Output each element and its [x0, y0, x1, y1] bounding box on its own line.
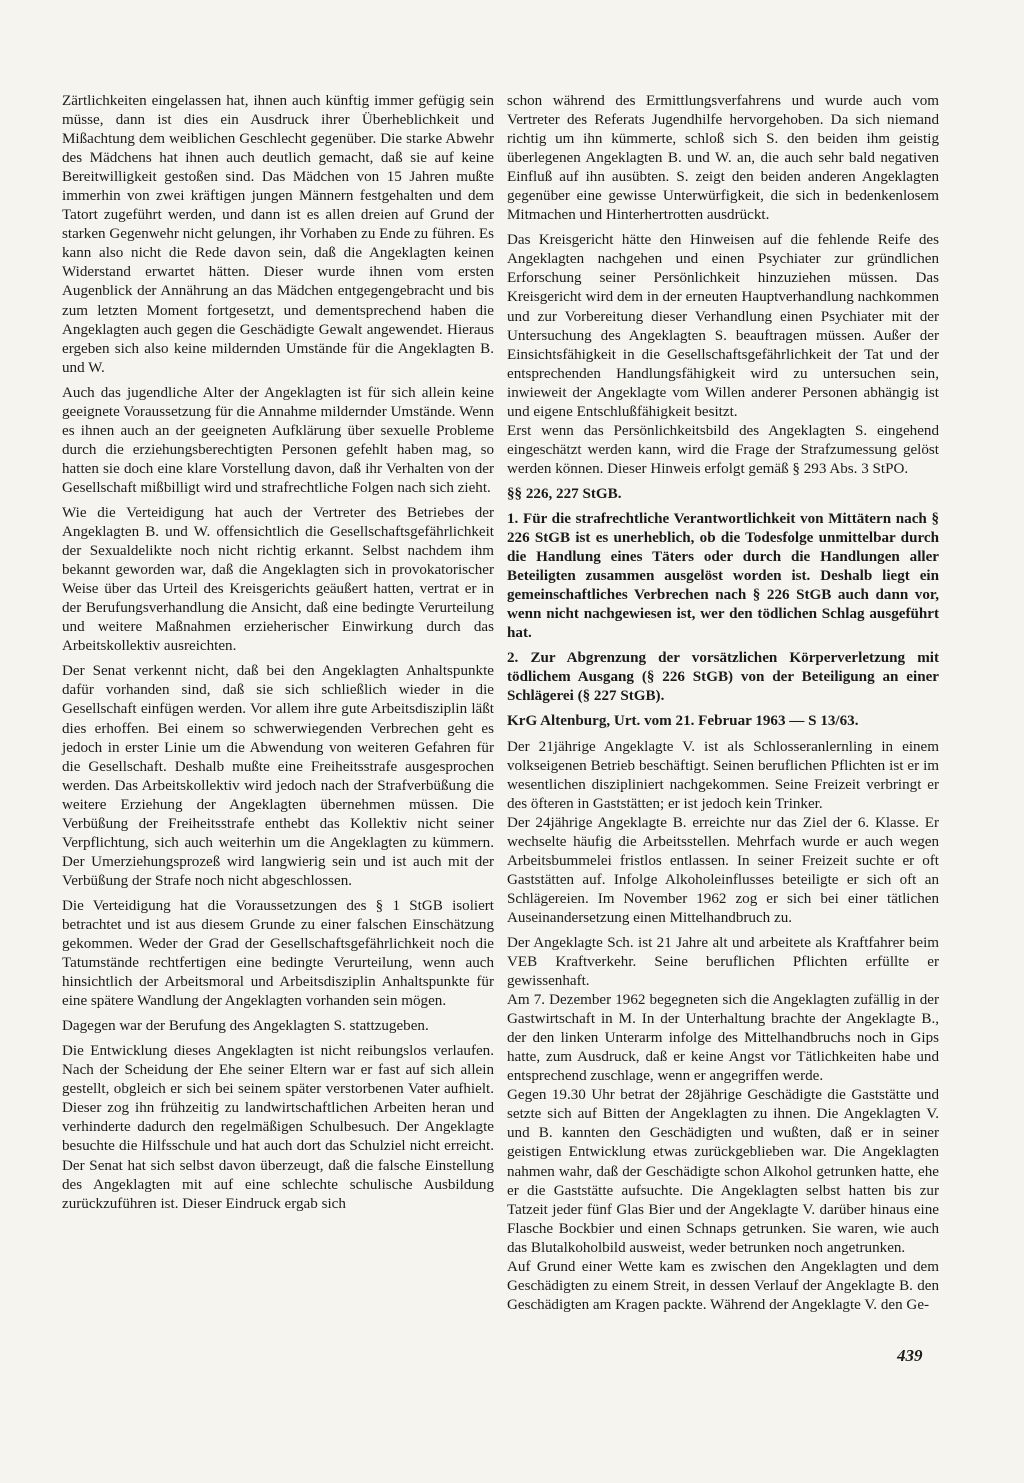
paragraph: Am 7. Dezember 1962 begegneten sich die Angeklagten zufällig in der Gastwirtschaft in M. In der Unterhaltung brachte der Angeklagte B., der den linken Unterarm infolge des Mittelhandbruchs noch in Gips hatte, zum Ausdruck, daß er keine Angst vor Tätlichkeiten habe und entsprechend zuschlage, wenn er angegriffen werde.: [507, 992, 939, 1085]
paragraph: Der Angeklagte Sch. ist 21 Jahre alt und arbeitete als Kraftfahrer beim VEB Kraftverkehr. Seine beruflichen Pflichten erfüllte er gewissenhaft.: [507, 934, 939, 990]
paragraph: Der Senat verkennt nicht, daß bei den Angeklagten Anhaltspunkte dafür vorhanden sind, daß sie sich schließlich wieder in die Gesellschaft einfügen werden. Vor allem ihre gute Arbeitsdisziplin läßt dies erhoffen. Bei einem so schwerwiegenden Verbrechen geht es jedoch in erster Linie um die Abwendung von weiteren Gefahren für die Gesellschaft. Deshalb mußte eine Freiheitsstrafe ausgesprochen werden. Das Arbeitskollektiv wird jedoch nach der Strafverbüßung die weitere Erziehung der Angeklagten übernehmen müssen. Die Verbüßung der Freiheitsstrafe enthebt das Kollektiv nicht seiner Verpflichtung, sich auch weiterhin um die Angeklagten zu kümmern. Der Umerziehungsprozeß wird langwierig sein und ist auch mit der Verbüßung der Strafe noch nicht abgeschlossen.: [62, 663, 494, 889]
paragraph: Der 24jährige Angeklagte B. erreichte nur das Ziel der 6. Klasse. Er wechselte häufig die Arbeitsstellen. Mehrfach wurde er auch wegen Arbeitsbummelei fristlos entlassen. In seiner Freizeit suchte er oft Gaststätten auf. Infolge Alkoholeinflusses beteiligte er sich oft an Schlägereien. Im November 1962 zog er sich bei einer tätlichen Auseinandersetzung einen Mittelhandbruch zu.: [507, 814, 939, 926]
headnote-1: 1. Für die strafrechtliche Verantwortlichkeit von Mittätern nach § 226 StGB ist es unerheblich, ob die Todesfolge unmittelbar durch die Handlung eines Täters oder durch die Handlungen aller Beteiligten zusammen ausgelöst worden ist. Deshalb liegt ein gemeinschaftliches Verbrechen nach § 226 StGB auch dann vor, wenn nicht nachgewiesen ist, wer den tödlichen Schlag ausgeführt hat.: [507, 510, 939, 642]
paragraph: Das Kreisgericht hätte den Hinweisen auf die fehlende Reife des Angeklagten nachgehen und einen Psychiater zur gründlichen Erforschung seiner Persönlichkeit hinzuziehen müssen. Das Kreisgericht wird dem in der erneuten Hauptverhandlung nachkommen und zur Vorbereitung dieser Verhandlung einen Psychiater mit der Untersuchung des Angeklagten S. beauftragen müssen. Außer der Einsichtsfähigkeit in die Gesellschaftsgefährlichkeit der Tat und der entsprechenden Handlungsfähigkeit wird zu untersuchen sein, inwieweit der Angeklagte vom Willen anderer Personen abhängig ist und eigene Entschlußfähigkeit besitzt.: [507, 232, 939, 420]
court-citation: KrG Altenburg, Urt. vom 21. Februar 1963 — S 13/63.: [507, 713, 859, 730]
paragraph: Die Entwicklung dieses Angeklagten ist nicht reibungslos verlaufen. Nach der Scheidung der Ehe seiner Eltern war er fast auf sich allein gestellt, obgleich er sich bei seinem später verstorbenen Vater aufhielt. Dieser zog ihn frühzeitig zu landwirtschaftlichen Arbeiten heran und verhinderte dadurch den regelmäßigen Schulbesuch. Der Angeklagte besuchte die Hilfsschule und hat auch dort das Schulziel nicht erreicht. Der Senat hat sich selbst davon überzeugt, daß die falsche Einstellung des Angeklagten mit auf eine schlechte schulische Ausbildung zurückzuführen ist. Dieser Eindruck ergab sich: [62, 1043, 494, 1212]
law-heading: §§ 226, 227 StGB.: [507, 485, 622, 502]
page-number: 439: [897, 1346, 923, 1365]
right-column: [507, 92, 939, 1315]
left-column: [62, 92, 494, 1220]
paragraph: schon während des Ermittlungsverfahrens und wurde auch vom Vertreter des Referats Jugendhilfe hervorgehoben. Da sich niemand richtig um ihn kümmerte, schloß sich S. den beiden ihm geistig überlegenen Angeklagten B. und W. an, die auch sehr bald negativen Einfluß auf ihn ausübten. S. zeigt den beiden anderen Angeklagten gegenüber eine gewisse Unterwürfigkeit, die sich in bedenkenlosem Mitmachen und Hinterhertrotten ausdrückt.: [507, 93, 939, 224]
paragraph: Auch das jugendliche Alter der Angeklagten ist für sich allein keine geeignete Voraussetzung für die Annahme mildernder Umstände. Wenn es ihnen auch an der geeigneten Aufklärung über sexuelle Probleme durch die erziehungsberechtigten Personen gefehlt haben mag, so hatten sie doch eine klare Vorstellung davon, daß ihr Verhalten von der Gesellschaft mißbilligt wird und strafrechtliche Folgen nach sich zieht.: [62, 384, 494, 496]
paragraph: Der 21jährige Angeklagte V. ist als Schlosseranlernling in einem volkseigenen Betrieb beschäftigt. Seinen beruflichen Pflichten ist er im wesentlichen diszipliniert nachgekommen. Seine Freizeit verbringt er des öfteren in Gaststätten; er ist jedoch kein Trinker.: [507, 738, 939, 812]
paragraph: Zärtlichkeiten eingelassen hat, ihnen auch künftig immer gefügig sein müsse, dann ist dies ein Ausdruck ihrer Überheblichkeit und Mißachtung dem weiblichen Geschlecht gegenüber. Die starke Abwehr des Mädchens hat ihnen auch deutlich gemacht, daß sie auf keine Bereitwilligkeit gestoßen sind. Das Mädchen von 15 Jahren mußte immerhin von zwei kräftigen jungen Männern festgehalten und dem Tatort zugeführt werden, und dann ist es allen dreien auf Grund der starken Gegenwehr nicht gelungen, ihr Vorhaben zu Ende zu führen. Es kann also nicht die Rede davon sein, daß die Angeklagten keinen Widerstand erwartet hätten. Dieser wurde ihnen vom ersten Augenblick der Annährung an das Mädchen entgegengebracht und bis zum letzten Moment fortgesetzt, und dementsprechend haben die Angeklagten auch gegen die Geschädigte Gewalt angewendet. Hieraus ergeben sich also keine mildernden Umstände für die Angeklagten B. und W.: [62, 93, 494, 376]
paragraph: Gegen 19.30 Uhr betrat der 28jährige Geschädigte die Gaststätte und setzte sich auf Bitten der Angeklagten zu ihnen. Die Angeklagten V. und B. kannten den Geschädigten und wußten, daß er in seiner geistigen Entwicklung etwas zurückgeblieben war. Die Angeklagten nahmen wahr, daß der Geschädigte schon Alkohol getrunken hatte, ehe er die Gaststätte aufsuchte. Die Angeklagten selbst hatten bis zur Tatzeit jeder fünf Glas Bier und der Angeklagte V. darüber hinaus eine Flasche Bockbier und einen Schnaps getrunken. Sie waren, wie auch das Blutalkoholbild ausweist, weder betrunken noch angetrunken.: [507, 1087, 939, 1256]
paragraph: Die Verteidigung hat die Voraussetzungen des § 1 StGB isoliert betrachtet und ist aus diesem Grunde zu einer falschen Einschätzung gekommen. Weder der Grad der Gesellschaftsgefährlichkeit noch die Tatumstände rechtfertigen eine bedingte Verurteilung, wenn auch hinsichtlich der Arbeitsmoral und Arbeitsdisziplin Anhaltspunkte für eine spätere Wandlung der Angeklagten vorhanden sein mögen.: [62, 897, 494, 1010]
paragraph: Auf Grund einer Wette kam es zwischen den Angeklagten und dem Geschädigten zu einem Streit, in dessen Verlauf der Angeklagte B. den Geschädigten am Kragen packte. Während der Angeklagte V. den Ge-: [507, 1258, 939, 1313]
paragraph: Erst wenn das Persönlichkeitsbild des Angeklagten S. eingehend eingeschätzt werden kann, wird die Frage der Strafzumessung gelöst werden können. Dieser Hinweis erfolgt gemäß § 293 Abs. 3 StPO.: [507, 422, 939, 477]
headnote-2: 2. Zur Abgrenzung der vorsätzlichen Körperverletzung mit tödlichem Ausgang (§ 226 StGB) von der Beteiligung an einer Schlägerei (§ 227 StGB).: [507, 650, 939, 705]
paragraph: Wie die Verteidigung hat auch der Vertreter des Betriebes der Angeklagten B. und W. offensichtlich die Gesellschaftsgefährlichkeit der Sexualdelikte noch nicht richtig erkannt. Selbst nachdem ihm bekannt geworden war, daß die Angeklagten sich in provokatorischer Weise über das Urteil des Kreisgerichts geäußert hatten, vertrat er in der Berufungsverhandlung die Ansicht, daß eine bedingte Verurteilung und weitere Maßnahmen erzieherischer Einwirkung durch das Arbeitskollektiv ausreichten.: [62, 504, 494, 655]
paragraph: Dagegen war der Berufung des Angeklagten S. stattzugeben.: [62, 1018, 429, 1035]
